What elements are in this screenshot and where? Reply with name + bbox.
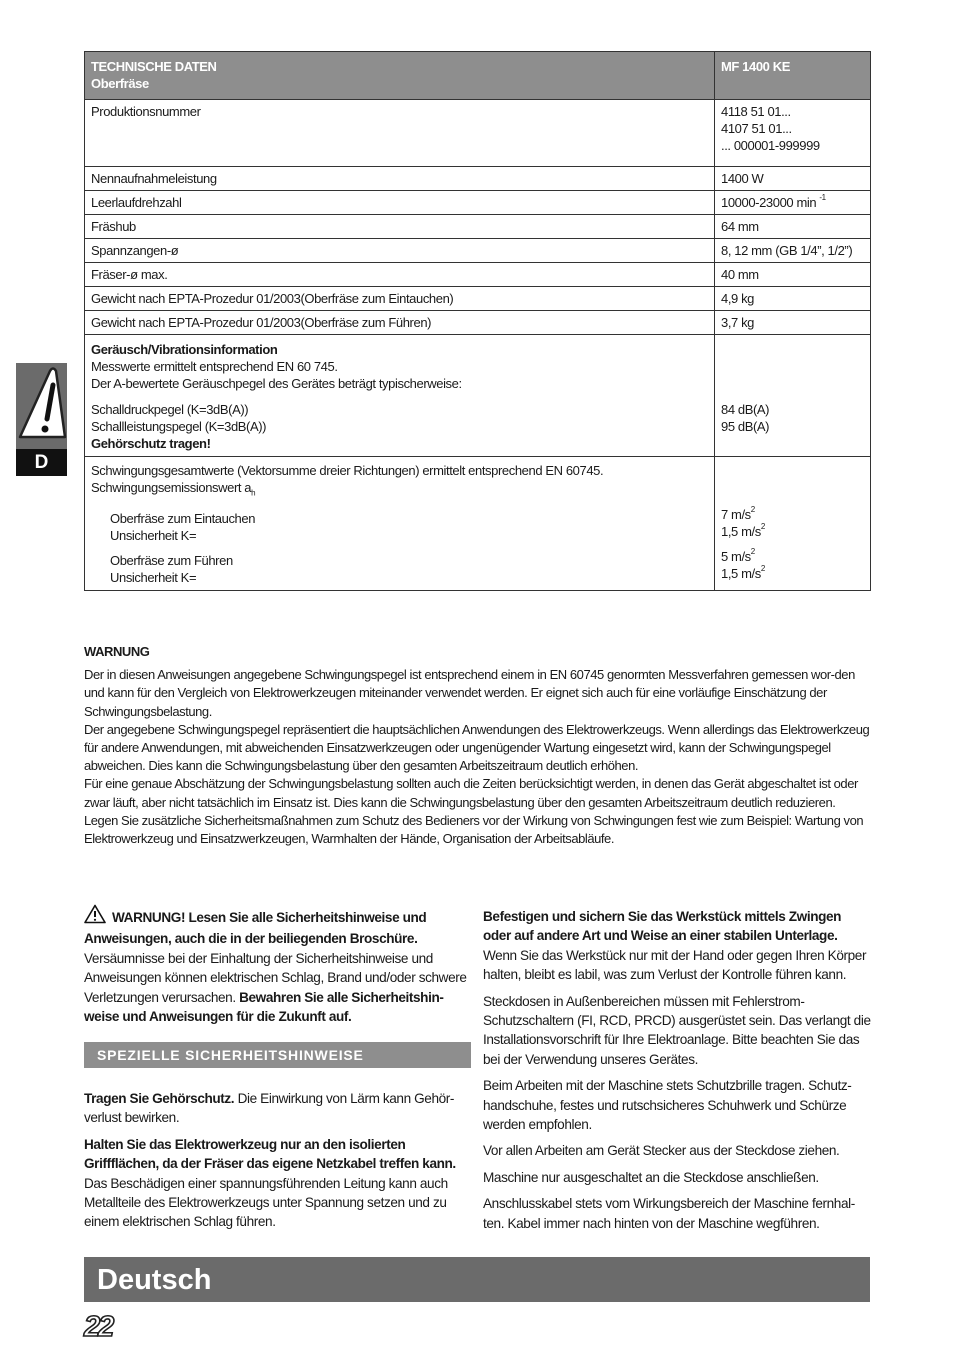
instruction-paragraph: Anschlusskabel stets vom Wirkungsbereich der Maschine fernhal-ten. Kabel immer nach hinten von der Maschine wegführen. xyxy=(483,1196,855,1231)
squared: 2 xyxy=(760,522,765,531)
guided-uncertainty-value xyxy=(721,565,864,582)
sound-power-value: 95 dB(A) xyxy=(721,419,770,434)
language-side-tab xyxy=(16,363,67,476)
instruction-paragraph: Steckdosen in Außenbereichen müssen mit Fehlerstrom-Schutzschaltern (FI, RCD, PRCD) ausgerüstet sein. Das verlangt die Installationsvorschrift für Ihre Elektroanlage. Bitte beachten Sie das bei der Verwendung unseres Gerätes. xyxy=(483,993,871,1067)
noise-line1: Messwerte ermittelt entsprechend EN 60 745. xyxy=(91,359,338,374)
table-row xyxy=(85,311,871,335)
instruction-paragraph: Maschine nur ausgeschaltet an die Steckdose anschließen. xyxy=(483,1169,819,1185)
plunge-unc-text: 1,5 m/s xyxy=(721,524,761,539)
vibration-subscript: h xyxy=(251,488,256,498)
vibration-values xyxy=(715,457,871,591)
instruction-bold: Halten Sie das Elektrowerkzeug nur an den isolierten Griffflächen, da der Fräser das eigene Netzkabel treffen kann. xyxy=(84,1136,456,1172)
guided-router-label: Oberfräse zum Führen xyxy=(110,552,233,568)
table-row xyxy=(85,100,871,167)
plunge-router-label: Oberfräse zum Eintauchen xyxy=(110,510,256,526)
warning-triangle-icon xyxy=(84,904,106,929)
noise-row xyxy=(85,335,871,457)
sound-pressure-value: 84 dB(A) xyxy=(721,402,770,417)
sound-pressure-label: Schalldruckpegel (K=3dB(A)) xyxy=(91,402,249,417)
table-header-row xyxy=(85,52,871,100)
plunge-uncertainty-value xyxy=(721,523,864,540)
warning-paragraph: Der in diesen Anweisungen angegebene Schwingungspegel ist entsprechend einem in EN 60745 genormten Messverfahren gemessen wor-den und kann für den Vergleich von Elektrowerkzeugen miteinander verwendet werden. Er eignet sich auch für eine vorläufige Einschätzung der Schwingungsbelastung. xyxy=(84,667,855,719)
general-warning-text: Versäumnisse bei der Einhaltung der Sicherheitshinweise und Anweisungen können elektrischen Schlag, Brand und/oder schwere Verletzungen verursachen. xyxy=(84,950,467,1005)
squared: 2 xyxy=(760,564,765,573)
instruction-paragraph xyxy=(84,1135,472,1232)
row-value xyxy=(715,191,871,215)
page-number: 22 xyxy=(84,1311,113,1343)
instruction-text: Wenn Sie das Werkstück nur mit der Hand oder gegen Ihren Körper halten, bleibt es labil, was zum Verlust der Kontrolle führen kann. xyxy=(483,947,867,983)
guided-uncertainty-label: Unsicherheit K= xyxy=(110,569,197,585)
row-value: 40 mm xyxy=(715,263,871,287)
production-number-1: 4118 51 01... xyxy=(721,104,791,119)
table-row xyxy=(85,263,871,287)
instruction-paragraph: Beim Arbeiten mit der Maschine stets Schutzbrille tragen. Schutz-handschuhe, festes und rutschsicheres Schuhwerk und Schürze werden empfohlen. xyxy=(483,1078,852,1133)
general-warning xyxy=(84,904,472,1026)
squared: 2 xyxy=(750,505,755,514)
section-heading-bar: SPEZIELLE SICHERHEITSHINWEISE xyxy=(84,1042,471,1068)
row-value xyxy=(715,100,871,167)
table-row xyxy=(85,167,871,191)
plunge-vibration-value xyxy=(721,506,864,523)
sound-power-label: Schallleistungspegel (K=3dB(A)) xyxy=(91,419,267,434)
vibration-info xyxy=(85,457,715,591)
guided-unc-text: 1,5 m/s xyxy=(721,566,761,581)
left-column-lower xyxy=(84,1089,472,1239)
warning-paragraph: Legen Sie zusätzliche Sicherheitsmaßnahmen zum Schutz des Bedieners vor der Wirkung von Schwingungen fest wie zum Beispiel: Wartung von Elektrowerkzeug und Einsatzwerkzeugen, Warmhalten der Hände, Organisation der Arbeitsabläufe. xyxy=(84,812,864,847)
row-label: Spannzangen-ø xyxy=(85,239,715,263)
instruction-bold: Tragen Sie Gehörschutz. xyxy=(84,1091,235,1106)
row-value: 64 mm xyxy=(715,215,871,239)
squared: 2 xyxy=(750,547,755,556)
table-subtitle: Oberfräse xyxy=(91,76,149,91)
noise-info xyxy=(85,335,715,457)
plunge-value-text: 7 m/s xyxy=(721,507,751,522)
row-value: 8, 12 mm (GB 1/4”, 1/2”) xyxy=(715,239,871,263)
warning-paragraph: Der angegebene Schwingungspegel repräsentiert die hauptsächlichen Anwendungen des Elektrowerkzeugs. Wenn allerdings das Elektrowerkzeug für andere Anwendungen, mit abweichenden Einsatzwerkzeugen oder ungenügender Wartung eingesetzt wird, kann der Schwingungspegel abweichen. Dies kann die Schwingungsbelastung über den gesamten Arbeitszeitraum deutlich erhöhen. xyxy=(84,721,870,774)
guided-vibration-value xyxy=(721,548,864,565)
production-number-range: ... 000001-999999 xyxy=(721,138,820,153)
table-header-title xyxy=(85,52,715,100)
instruction-text: Die Einwirkung von Lärm kann Gehör-verlust bewirken. xyxy=(84,1091,455,1126)
warning-section xyxy=(84,643,874,848)
row-label: Fräshub xyxy=(85,215,715,239)
row-value: 4,9 kg xyxy=(715,287,871,311)
general-warning-bold: WARNUNG! Lesen Sie alle Sicherheitshinweise und Anweisungen, auch die in der beiliegenden Broschüre. xyxy=(84,910,427,947)
vibration-row xyxy=(85,457,871,591)
speed-value: 10000-23000 min xyxy=(721,195,817,210)
row-label: Produktionsnummer xyxy=(85,100,715,167)
general-warning-keep: Bewahren Sie alle Sicherheitshin-weise und Anweisungen für die Zukunft auf. xyxy=(84,989,444,1025)
guided-value-text: 5 m/s xyxy=(721,549,751,564)
row-value: 1400 W xyxy=(715,167,871,191)
row-label: Gewicht nach EPTA-Prozedur 01/2003(Oberfräse zum Führen) xyxy=(85,311,715,335)
vibration-line1: Schwingungsgesamtwerte (Vektorsumme dreier Richtungen) ermittelt entsprechend EN 60745. xyxy=(91,463,604,478)
row-label: Nennaufnahmeleistung xyxy=(85,167,715,191)
warning-title: WARNUNG xyxy=(84,644,150,659)
instruction-text: Das Beschädigen einer spannungsführenden Leitung kann auch Metallteile des Elektrowerkzeugs unter Spannung setzen und zu einem elektrischen Schlag führen. xyxy=(84,1175,448,1230)
table-row xyxy=(85,215,871,239)
hearing-protection-note: Gehörschutz tragen! xyxy=(91,436,211,451)
table-row xyxy=(85,239,871,263)
language-letter: D xyxy=(16,449,67,476)
production-number-2: 4107 51 01... xyxy=(721,121,792,136)
right-column xyxy=(483,907,871,1240)
noise-values xyxy=(715,335,871,457)
table-row xyxy=(85,287,871,311)
row-label: Fräser-ø max. xyxy=(85,263,715,287)
table-title: TECHNISCHE DATEN xyxy=(91,59,217,74)
warning-paragraph: Für eine genaue Abschätzung der Schwingungsbelastung sollten auch die Zeiten berücksichtigt werden, in denen das Gerät abgeschaltet ist oder zwar läuft, aber nicht tatsächlich im Einsatz ist. Dies kann die Schwingungsbelastung über den gesamten Arbeitszeitraum deutlich reduzieren. xyxy=(84,776,858,810)
plunge-uncertainty-label: Unsicherheit K= xyxy=(110,527,197,543)
warning-exclamation-icon xyxy=(16,363,67,449)
technical-data-table xyxy=(84,51,871,591)
instruction-bold: Befestigen und sichern Sie das Werkstück mittels Zwingen oder auf andere Art und Weise an einer stabilen Unterlage. xyxy=(483,909,842,944)
table-row xyxy=(85,191,871,215)
speed-exponent: -1 xyxy=(819,193,826,202)
instruction-paragraph: Vor allen Arbeiten am Gerät Stecker aus der Steckdose ziehen. xyxy=(483,1143,840,1159)
instruction-paragraph xyxy=(84,1089,472,1128)
row-value: 3,7 kg xyxy=(715,311,871,335)
vibration-line2 xyxy=(91,479,708,502)
vibration-emission-label: Schwingungsemissionswert a xyxy=(91,480,252,495)
noise-line2: Der A-bewertete Geräuschpegel des Gerätes beträgt typischerweise: xyxy=(91,376,462,391)
table-header-model: MF 1400 KE xyxy=(715,52,871,100)
row-label: Gewicht nach EPTA-Prozedur 01/2003(Oberfräse zum Eintauchen) xyxy=(85,287,715,311)
instruction-paragraph xyxy=(483,907,871,985)
noise-title: Geräusch/Vibrationsinformation xyxy=(91,342,278,357)
left-column xyxy=(84,904,472,1033)
row-label: Leerlaufdrehzahl xyxy=(85,191,715,215)
language-footer-bar: Deutsch xyxy=(84,1257,870,1302)
